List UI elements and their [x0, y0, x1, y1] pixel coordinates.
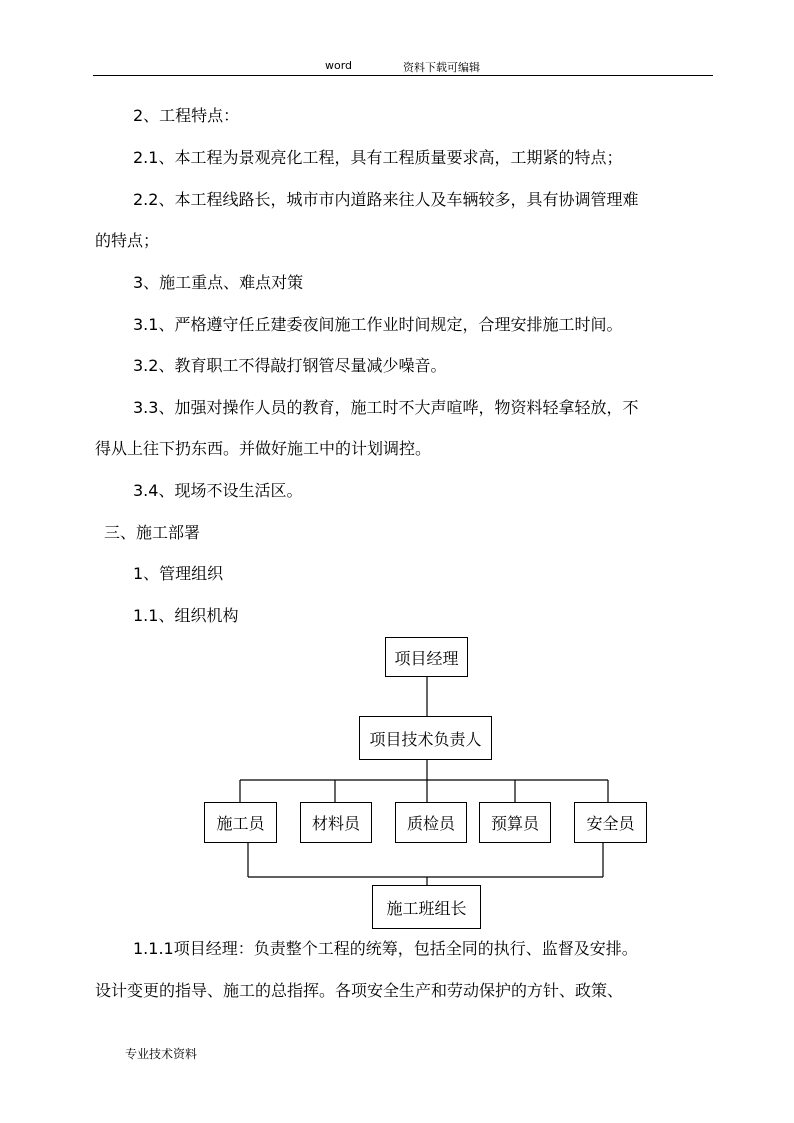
org-box-team-leader: 施工班组长: [372, 885, 481, 929]
org-box-project-manager: 项目经理: [385, 637, 468, 677]
paragraph-3-2: 3.2、教育职工不得敲打钢管尽量减少噪音。: [133, 356, 447, 375]
paragraph-1-1-1-line1: 1.1.1项目经理：负责整个工程的统筹，包括全同的执行、监督及安排。: [133, 939, 638, 958]
org-box-materials-officer: 材料员: [300, 802, 372, 843]
paragraph-1-1-1-line2: 设计变更的指导、施工的总指挥。各项安全生产和劳动保护的方针、政策、: [95, 981, 624, 1000]
paragraph-2-2-line2: 的特点；: [95, 231, 160, 250]
paragraph-3-1: 3.1、严格遵守任丘建委夜间施工作业时间规定，合理安排施工时间。: [133, 315, 623, 334]
heading-project-features: 2、工程特点：: [133, 106, 240, 125]
paragraph-2-1: 2.1、本工程为景观亮化工程，具有工程质量要求高，工期紧的特点；: [133, 148, 623, 167]
org-box-budget-officer: 预算员: [479, 802, 551, 843]
heading-construction-deployment: 三、施工部署: [104, 523, 201, 542]
header-editable-note: 资料下载可编辑: [403, 61, 480, 74]
heading-key-points: 3、施工重点、难点对策: [133, 273, 304, 292]
heading-management-org: 1、管理组织: [133, 564, 224, 583]
org-box-technical-lead: 项目技术负责人: [359, 716, 492, 760]
paragraph-3-4: 3.4、现场不设生活区。: [133, 481, 303, 500]
paragraph-3-3-line1: 3.3、加强对操作人员的教育，施工时不大声喧哗，物资料轻拿轻放，不: [133, 398, 639, 417]
org-box-construction-worker: 施工员: [204, 802, 277, 843]
org-box-quality-inspector: 质检员: [395, 802, 467, 843]
header-word: word: [325, 59, 353, 72]
heading-org-structure: 1.1、组织机构: [133, 606, 239, 625]
page-footer: 专业技术资料: [125, 1047, 198, 1061]
paragraph-2-2-line1: 2.2、本工程线路长，城市市内道路来往人及车辆较多，具有协调管理难: [133, 190, 639, 209]
org-box-safety-officer: 安全员: [574, 802, 647, 843]
paragraph-3-3-line2: 得从上往下扔东西。并做好施工中的计划调控。: [95, 439, 432, 458]
